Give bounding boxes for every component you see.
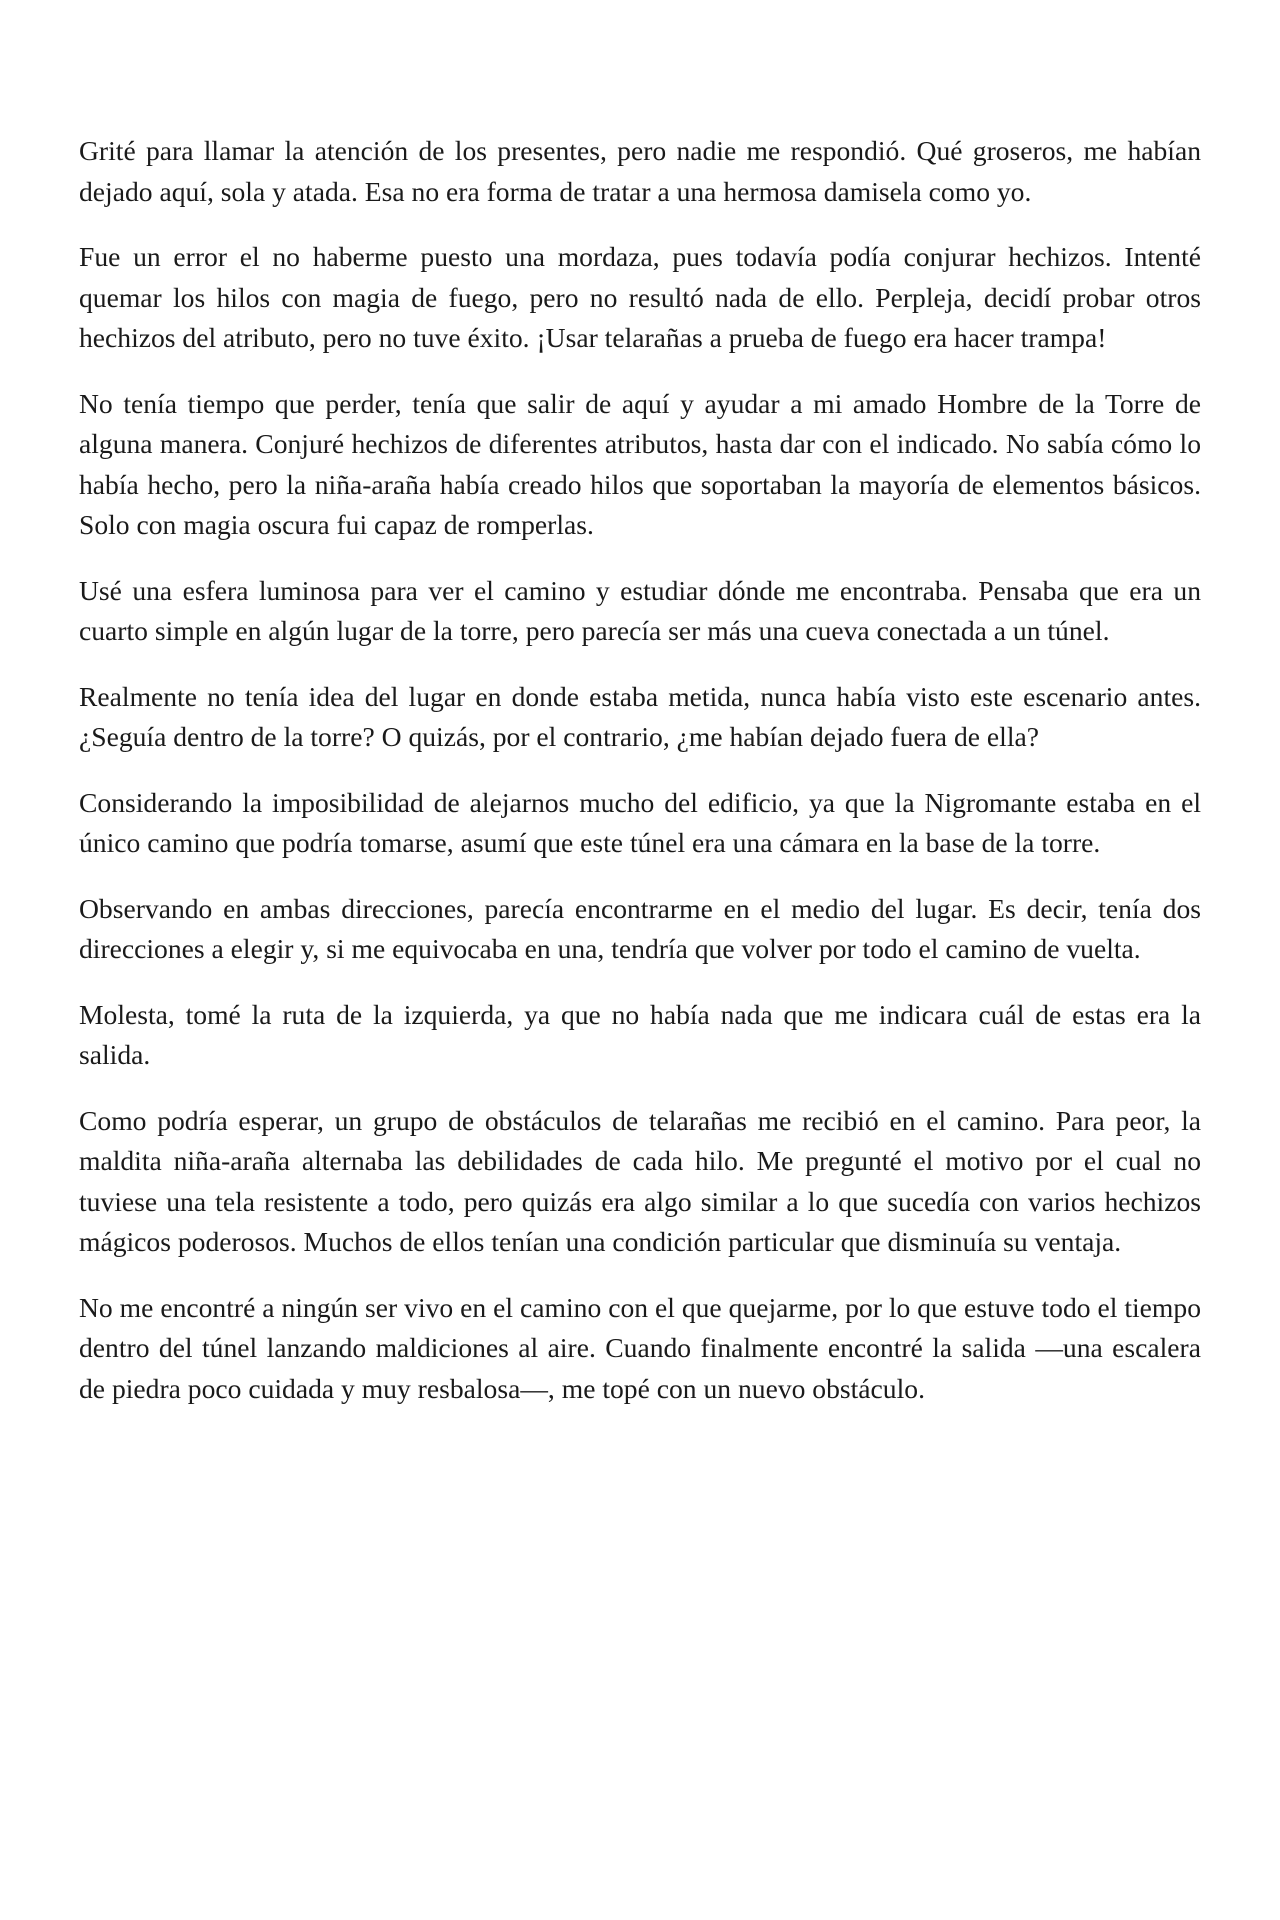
paragraph: Como podría esperar, un grupo de obstáculos de telarañas me recibió en el camino. Para peor, la maldita niña-araña alternaba las debilidades de cada hilo. Me pregunté el motivo por el cual no tuviese una tela resistente a todo, pero quizás era algo similar a lo que sucedía con varios hechizos mágicos poderosos. Muchos de ellos tenían una condición particular que disminuía su ventaja. <box>79 1104 1201 1257</box>
paragraph: Fue un error el no haberme puesto una mordaza, pues todavía podía conjurar hechizos. Intenté quemar los hilos con magia de fuego, pero no resultó nada de ello. Perpleja, decidí probar otros hechizos del atributo, pero no tuve éxito. ¡Usar telarañas a prueba de fuego era hacer trampa! <box>79 241 1201 353</box>
paragraph: No tenía tiempo que perder, tenía que salir de aquí y ayudar a mi amado Hombre de la Torre de alguna manera. Conjuré hechizos de diferentes atributos, hasta dar con el indicado. No sabía cómo lo había hecho, pero la niña-araña había creado hilos que soportaban la mayoría de elementos básicos. Solo con magia oscura fui capaz de romperlas. <box>79 387 1201 540</box>
paragraph: Molesta, tomé la ruta de la izquierda, ya que no había nada que me indicara cuál de estas era la salida. <box>79 998 1201 1070</box>
paragraph: Usé una esfera luminosa para ver el camino y estudiar dónde me encontraba. Pensaba que era un cuarto simple en algún lugar de la torre, pero parecía ser más una cueva conectada a un túnel. <box>79 574 1201 646</box>
paragraph: Grité para llamar la atención de los presentes, pero nadie me respondió. Qué groseros, me habían dejado aquí, sola y atada. Esa no era forma de tratar a una hermosa damisela como yo. <box>79 135 1201 207</box>
paragraph: Considerando la imposibilidad de alejarnos mucho del edificio, ya que la Nigromante estaba en el único camino que podría tomarse, asumí que este túnel era una cámara en la base de la torre. <box>79 786 1201 858</box>
paragraph: Realmente no tenía idea del lugar en donde estaba metida, nunca había visto este escenario antes. ¿Seguía dentro de la torre? O quizás, por el contrario, ¿me habían dejado fuera de ella? <box>79 680 1201 752</box>
document-page <box>79 131 1201 1434</box>
paragraph: No me encontré a ningún ser vivo en el camino con el que quejarme, por lo que estuve todo el tiempo dentro del túnel lanzando maldiciones al aire. Cuando finalmente encontré la salida —una escalera de piedra poco cuidada y muy resbalosa—, me topé con un nuevo obstáculo. <box>79 1291 1201 1404</box>
paragraph: Observando en ambas direcciones, parecía encontrarme en el medio del lugar. Es decir, tenía dos direcciones a elegir y, si me equivocaba en una, tendría que volver por todo el camino de vuelta. <box>79 892 1201 964</box>
